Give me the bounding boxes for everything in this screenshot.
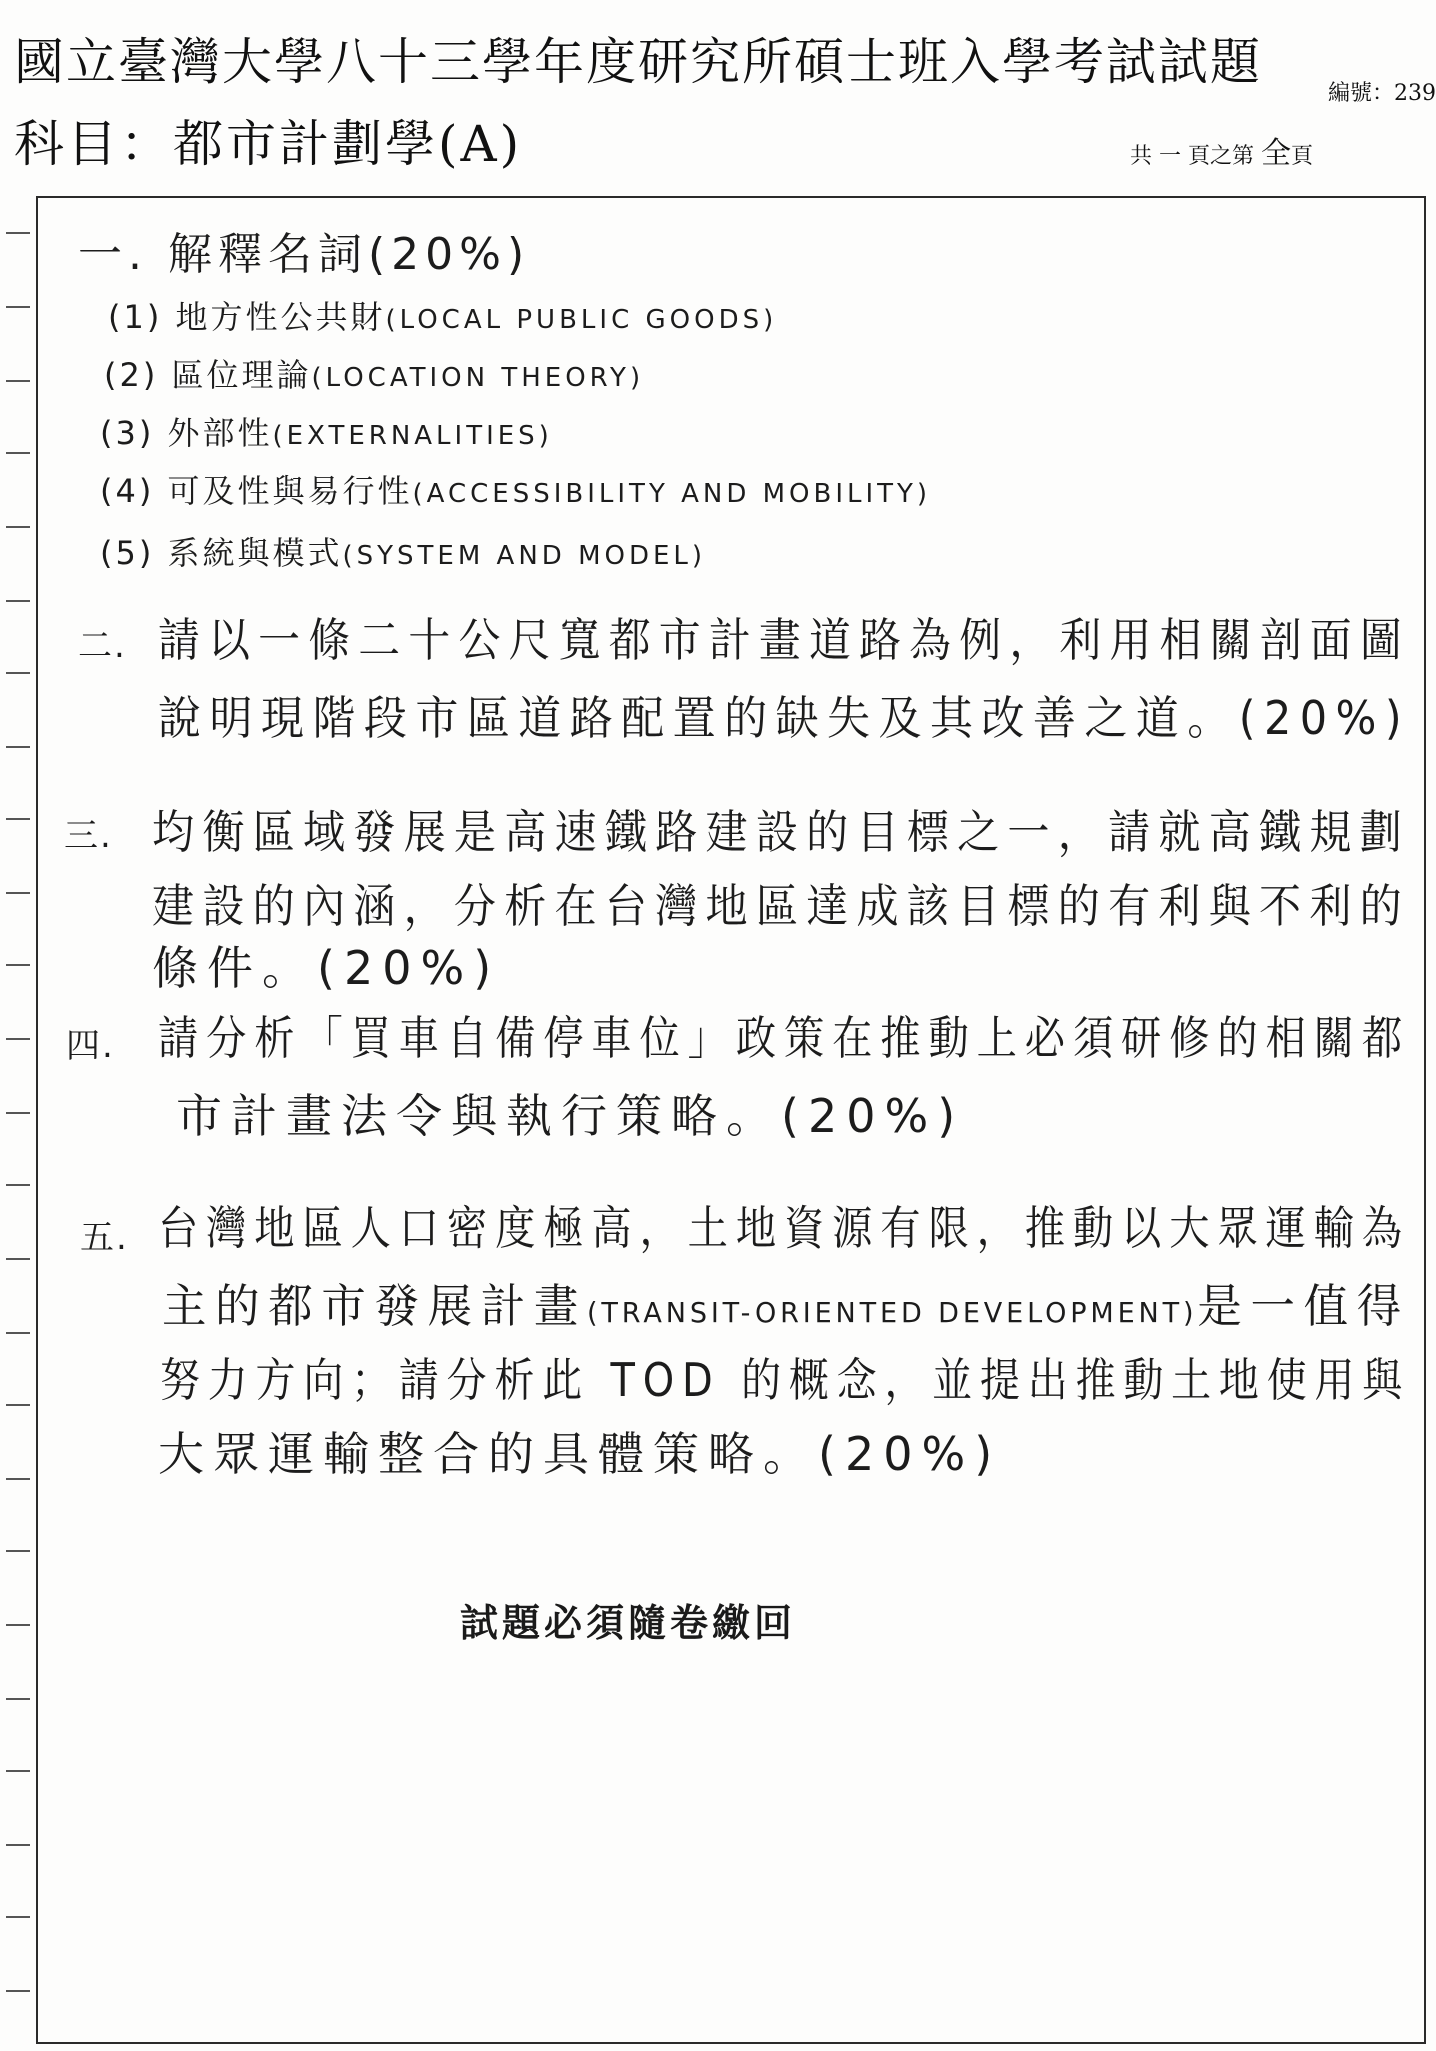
item-term-zh: 區位理論 [171,356,312,394]
item-term-en: (EXTERNALITIES) [272,421,553,451]
item-term-zh: 外部性 [167,414,273,452]
question-1-item [100,528,706,574]
item-number: (2) [104,356,159,394]
item-term-en: (SYSTEM AND MODEL) [342,541,707,571]
item-term-zh: 可及性與易行性 [167,472,413,510]
question-5-english-term: (TRANSIT-ORIENTED DEVELOPMENT) [586,1296,1198,1329]
question-1-item [100,466,931,512]
page-count-current: 全 [1260,136,1291,171]
page-count-prefix: 共 一 頁之第 [1130,144,1261,169]
page-count-suffix: 頁 [1290,144,1313,169]
item-number: (5) [100,534,155,572]
question-5-text: 是一值得 [1197,1279,1410,1333]
question-3-line: 建設的內涵，分析在台灣地區達成該目標的有利與不利的 [152,879,1410,933]
item-term-en: (ACCESSIBILITY AND MOBILITY) [412,479,932,509]
question-5-text: 主的都市發展計畫 [162,1279,587,1333]
question-5-number: 五. [80,1218,129,1258]
item-term-zh: 系統與模式 [167,534,343,572]
question-3-line: 條件。(20%) [152,941,501,995]
question-1-item [108,292,777,338]
return-paper-note: 試題必須隨卷繳回 [460,1600,797,1645]
question-5-line [162,1270,1410,1336]
question-4-line: 市計畫法令與執行策略。(20%) [176,1089,965,1143]
exam-serial-number: 編號：239 [1328,81,1436,106]
item-number: (3) [100,414,155,452]
question-5-line: 台灣地區人口密度極高，土地資源有限，推動以大眾運輸為 [158,1201,1410,1255]
item-number: (4) [100,472,155,510]
item-term-en: (LOCATION THEORY) [311,363,645,393]
question-2-number: 二. [78,626,127,666]
item-term-zh: 地方性公共財 [175,298,386,336]
question-5-line: 大眾運輸整合的具體策略。(20%) [158,1427,1002,1481]
question-5-line: 努力方向；請分析此 TOD 的概念，並提出推動土地使用與 [160,1353,1411,1407]
question-3-line: 均衡區域發展是高速鐵路建設的目標之一，請就高鐵規劃 [152,805,1410,859]
question-3-number: 三. [64,816,113,856]
question-1-title: 解釋名詞(20%) [168,229,531,280]
question-1-item [104,350,644,396]
exam-subject: 科目：都市計劃學(A) [14,115,523,173]
question-4-line: 請分析「買車自備停車位」政策在推動上必須研修的相關都 [158,1011,1410,1065]
question-1-heading [78,218,530,282]
item-number: (1) [108,298,163,336]
exam-title: 國立臺灣大學八十三學年度研究所碩士班入學考試試題 [14,33,1262,91]
question-2-line: 請以一條二十公尺寬都市計畫道路為例，利用相關剖面圖 [158,613,1410,667]
question-4-number: 四. [66,1026,115,1066]
question-1-number: 一. [78,229,148,280]
question-2-line: 說明現階段市區道路配置的缺失及其改善之道。(20%) [158,691,1411,745]
question-1-item [100,408,553,454]
item-term-en: (LOCAL PUBLIC GOODS) [385,305,778,335]
